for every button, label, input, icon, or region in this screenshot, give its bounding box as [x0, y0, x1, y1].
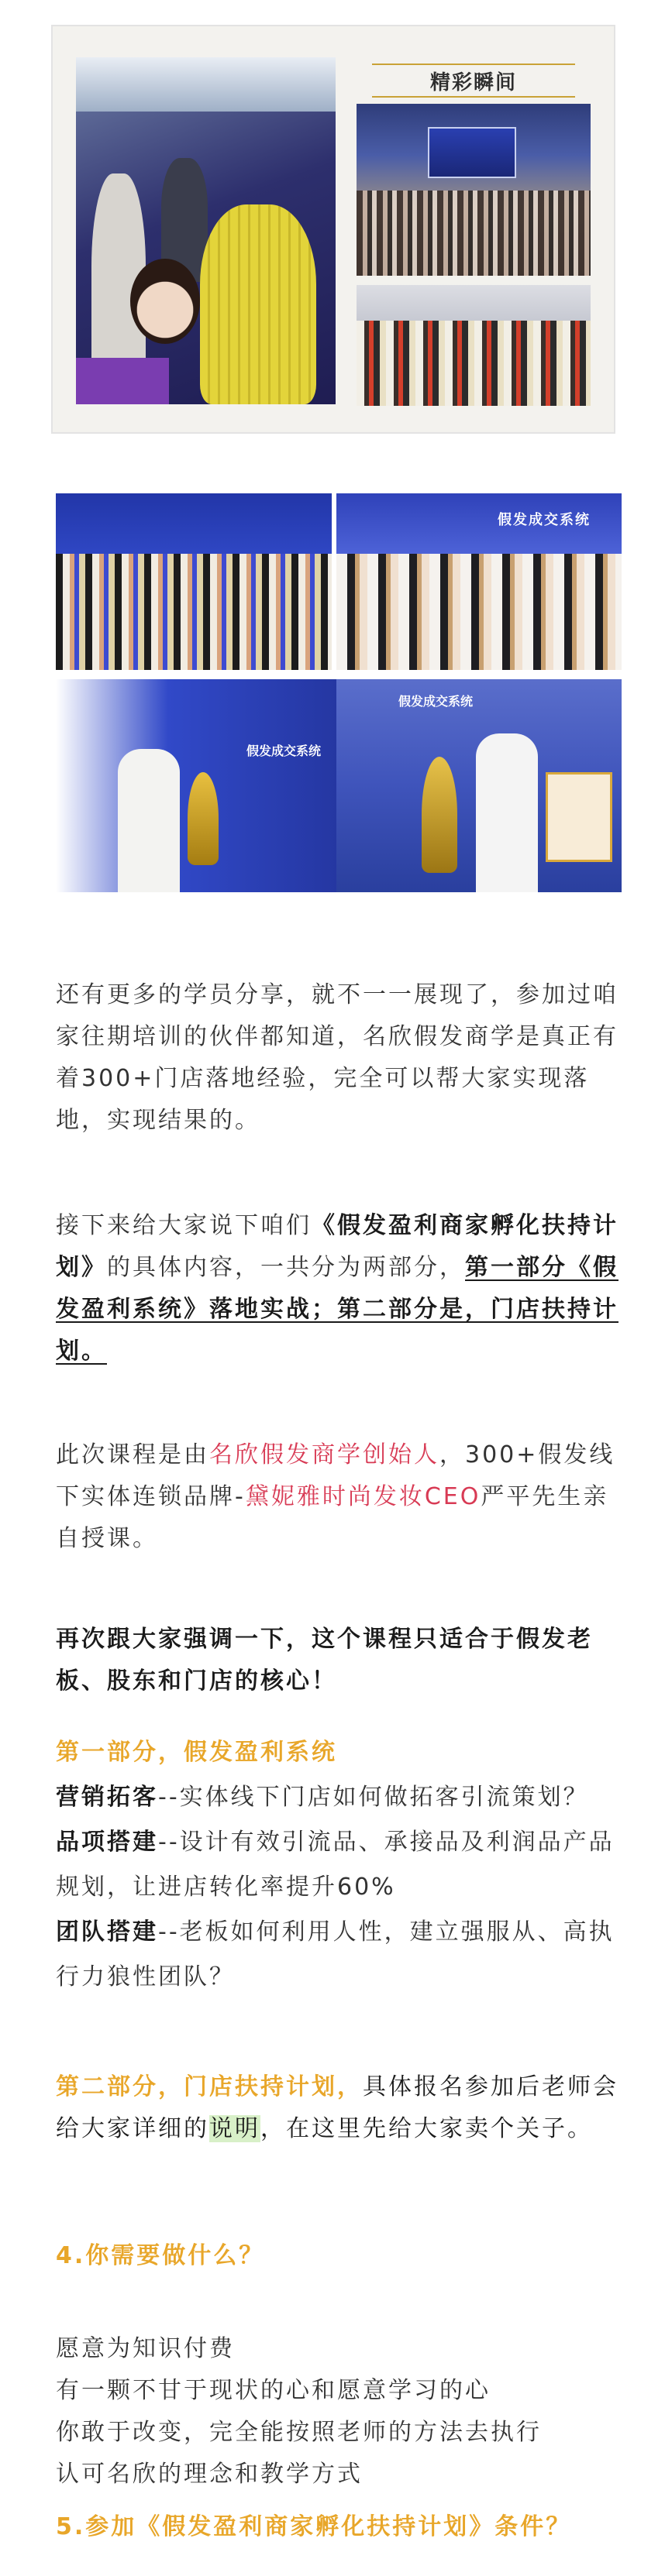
paragraph-instructor: [56, 1434, 625, 1560]
plan-parts-underlined: 第一部分《假发盈利系统》落地实战；第二部分是，门店扶持计划。: [56, 1254, 618, 1365]
item-text: --老板如何利用人性，建立强服从、高执行力狼性团队？: [56, 1918, 615, 1990]
group-award-photo: [336, 493, 622, 670]
list-item: [56, 1775, 625, 1820]
banner-text: 假发成交系统: [246, 744, 321, 758]
highlights-caption: 精彩瞬间: [357, 64, 591, 98]
group-photo: [357, 285, 591, 406]
text: 此次课程是由: [56, 1441, 209, 1468]
ceo-title: 黛妮雅时尚发妆CEO: [245, 1483, 481, 1510]
intro-mid: 的具体内容，一共分为两部分，: [107, 1254, 465, 1281]
text: 严平先生亲自授课。: [56, 1483, 609, 1552]
section-four-heading: [56, 2235, 625, 2277]
text: ，在这里先给大家卖个关子。: [260, 2115, 593, 2142]
lecture-hall-photo: [357, 104, 591, 276]
founder-title: 名欣假发商学创始人: [209, 1441, 439, 1468]
banner-text: 假发成交系统: [498, 512, 591, 528]
highlighted-word: 说明: [209, 2115, 260, 2142]
section-four-list: [56, 2328, 625, 2495]
item-label: 品项搭建: [56, 1829, 158, 1856]
photo-collage-students: [56, 493, 622, 892]
list-item: 你敢于改变，完全能按照老师的方法去执行: [56, 2419, 542, 2446]
item-text: --实体线下门店如何做拓客引流策划？: [158, 1784, 589, 1811]
text: ，300+假发线下实体连锁品牌-: [56, 1441, 615, 1510]
photo-collage-highlights: [51, 25, 615, 434]
list-item: 愿意为知识付费: [56, 2335, 235, 2362]
group-certificate-photo: [56, 493, 332, 670]
item-label: 团队搭建: [56, 1918, 158, 1946]
certificate-plaque: [546, 772, 612, 862]
intro-text: 接下来给大家说下咱们: [56, 1212, 312, 1239]
plan-name: 《假发盈利商家孵化扶持计划》: [56, 1212, 618, 1281]
paragraph-student-share: [56, 974, 625, 1142]
list-item: [56, 1820, 625, 1910]
paragraph-text: 还有更多的学员分享，就不一一展现了，参加过咱家往期培训的伙伴都知道，名欣假发商学是真正有着300+门店落地经验，完全可以帮大家实现落地，实现结果的。: [56, 981, 618, 1134]
section-part-two: [56, 2066, 625, 2150]
part-two-heading: 第二部分，门店扶持计划，: [56, 2073, 363, 2100]
part-one-heading: 第一部分，假发盈利系统: [56, 1739, 337, 1766]
emphasis-text: 再次跟大家强调一下，这个课程只适合于假发老板、股东和门店的核心！: [56, 1626, 593, 1695]
trophy-icon: [422, 757, 457, 873]
trophy-icon: [188, 772, 219, 865]
trophy-winner-photo-2: [336, 679, 622, 892]
banner-text: 假发成交系统: [398, 694, 474, 709]
text: 具体报名参加后老师会给大家详细的: [56, 2073, 618, 2142]
list-item: 有一颗不甘于现状的心和愿意学习的心: [56, 2377, 491, 2404]
trophy-winner-photo-1: [56, 679, 336, 892]
paragraph-plan-intro: [56, 1205, 625, 1372]
item-label: 营销拓客: [56, 1784, 158, 1811]
classroom-photo: [76, 57, 336, 404]
section-heading: 4.你需要做什么？: [56, 2242, 265, 2269]
list-item: [56, 1910, 625, 2000]
list-item: 认可名欣的理念和教学方式: [56, 2461, 363, 2488]
section-part-one: [56, 1730, 625, 2000]
section-five-heading: [56, 2506, 625, 2548]
paragraph-emphasis: [56, 1619, 625, 1702]
item-text: --设计有效引流品、承接品及利润品产品规划，让进店转化率提升60%: [56, 1829, 615, 1901]
section-heading: 5.参加《假发盈利商家孵化扶持计划》条件？: [56, 2513, 572, 2540]
